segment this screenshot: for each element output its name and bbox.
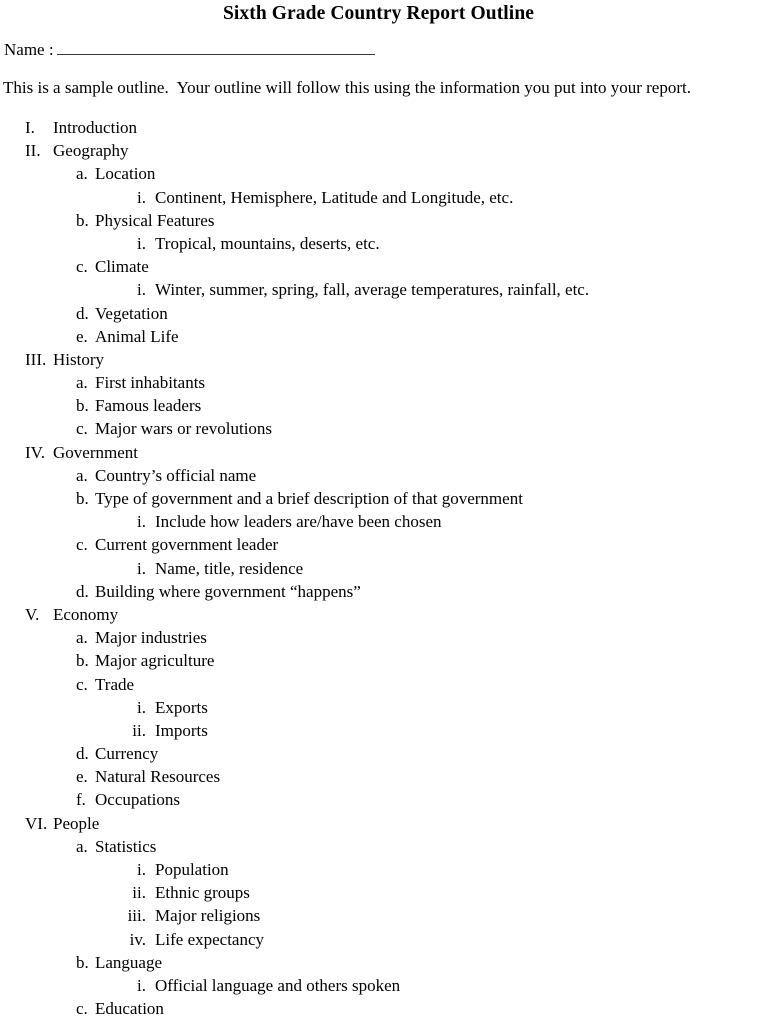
outline-item-label: Physical Features	[95, 210, 215, 230]
outline-item	[0, 580, 757, 603]
outline-item-marker: b.	[76, 396, 89, 416]
outline-item	[0, 719, 757, 742]
outline-item-marker: c.	[76, 674, 88, 694]
outline-item-label: Exports	[155, 697, 208, 717]
outline-item-marker: i.	[137, 233, 146, 253]
outline-item-label: Name, title, residence	[155, 558, 304, 578]
outline-item-label: People	[53, 813, 100, 833]
outline-item	[0, 997, 757, 1020]
outline-item-marker: c.	[76, 257, 88, 277]
outline-item	[0, 765, 757, 788]
outline-item	[0, 788, 757, 811]
outline-item-label: Country’s official name	[95, 465, 257, 485]
outline-item-label: Animal Life	[95, 326, 179, 346]
page-title: Sixth Grade Country Report Outline	[222, 3, 535, 24]
outline-item	[0, 371, 757, 394]
outline-item-marker: II.	[25, 141, 41, 161]
outline-item-label: Language	[95, 952, 163, 972]
outline-item-label: Official language and others spoken	[155, 975, 401, 995]
outline-item-marker: ii.	[132, 720, 146, 740]
outline-item-marker: i.	[137, 512, 146, 532]
outline-item	[0, 904, 757, 927]
outline-item	[0, 649, 757, 672]
outline-item-marker: b.	[76, 210, 89, 230]
outline-item-marker: d.	[76, 303, 89, 323]
outline-item-marker: b.	[76, 489, 89, 508]
outline-item-marker: e.	[76, 767, 88, 787]
outline-item	[0, 881, 757, 904]
outline-list	[0, 116, 757, 1020]
outline-item-label: Government	[53, 442, 138, 462]
outline-item-marker: i.	[137, 280, 146, 300]
outline-item	[0, 441, 757, 464]
outline-item	[0, 464, 757, 487]
name-input-rule[interactable]	[57, 41, 375, 55]
outline-item	[0, 209, 757, 232]
outline-item	[0, 626, 757, 649]
outline-item	[0, 858, 757, 881]
outline-item-label: Life expectancy	[155, 929, 265, 949]
outline-item-marker: i.	[137, 697, 146, 717]
outline-item-marker: i.	[137, 558, 146, 578]
outline-item-marker: f.	[76, 790, 86, 810]
outline-item-label: Major agriculture	[95, 651, 215, 671]
outline-item-marker: iii.	[127, 906, 146, 926]
outline-item-label: Natural Resources	[95, 767, 221, 787]
outline-item	[0, 255, 757, 278]
outline-item	[0, 487, 757, 510]
outline-item	[0, 186, 757, 209]
name-field-row	[0, 39, 757, 61]
outline-item	[0, 139, 757, 162]
outline-item-marker: IV.	[25, 442, 45, 462]
outline-item	[0, 116, 757, 139]
outline-item-marker: a.	[76, 836, 88, 856]
outline-item-label: Trade	[95, 674, 135, 694]
outline-item-label: Include how leaders are/have been chosen	[155, 512, 442, 532]
outline-item-marker: e.	[76, 326, 88, 346]
outline-item	[0, 603, 757, 626]
outline-item-label: Statistics	[95, 836, 157, 856]
outline-item-marker: b.	[76, 952, 89, 972]
outline-item	[0, 510, 757, 533]
outline-item-marker: V.	[25, 604, 40, 624]
outline-item	[0, 835, 757, 858]
outline-item-marker: a.	[76, 164, 88, 184]
outline-item	[0, 533, 757, 556]
outline-item-label: Current government leader	[95, 535, 279, 555]
outline-item-label: Major wars or revolutions	[95, 419, 273, 439]
outline-item-marker: i.	[137, 187, 146, 207]
outline-item	[0, 417, 757, 440]
outline-item-marker: a.	[76, 628, 88, 648]
outline-item-marker: VI.	[25, 813, 48, 833]
outline-item-marker: a.	[76, 373, 88, 393]
outline-item	[0, 951, 757, 974]
outline-item	[0, 742, 757, 765]
outline-item-marker: i.	[137, 975, 146, 995]
outline-item	[0, 162, 757, 185]
outline-item-marker: d.	[76, 581, 89, 601]
name-label: Name :	[4, 40, 54, 59]
outline-item-marker: III.	[25, 349, 47, 369]
outline-item-label: Introduction	[53, 118, 138, 137]
outline-item-marker: c.	[76, 999, 88, 1019]
outline-item-marker: c.	[76, 535, 88, 555]
outline-item-marker: I.	[25, 118, 35, 137]
outline-item-label: Continent, Hemisphere, Latitude and Longitude, etc.	[155, 187, 514, 207]
intro-paragraph: This is a sample outline. Your outline will follow this using the information you put into your report.	[3, 78, 691, 97]
outline-item-label: Major religions	[155, 906, 261, 926]
outline-item-label: Climate	[95, 257, 149, 277]
outline-item-label: Building where government “happens”	[95, 581, 361, 601]
outline-item	[0, 394, 757, 417]
outline-item-marker: iv.	[129, 929, 146, 949]
outline-item-label: Occupations	[95, 790, 180, 810]
outline-item-marker: i.	[137, 860, 146, 879]
outline-item	[0, 974, 757, 997]
outline-item-marker: a.	[76, 465, 88, 485]
outline-item-label: Vegetation	[95, 303, 168, 323]
outline-item-label: First inhabitants	[95, 373, 206, 393]
outline-item-label: Education	[95, 999, 164, 1019]
outline-item	[0, 302, 757, 325]
outline-item-marker: ii.	[132, 883, 146, 903]
outline-item-label: Imports	[155, 720, 208, 740]
outline-item	[0, 812, 757, 835]
outline-item-label: Geography	[53, 141, 129, 161]
outline-item-marker: d.	[76, 744, 89, 764]
outline-item-label: Economy	[53, 604, 119, 624]
outline-item-label: History	[53, 349, 104, 369]
outline-item	[0, 278, 757, 301]
outline-item	[0, 928, 757, 951]
outline-item-label: Major industries	[95, 628, 207, 648]
outline-item-label: Tropical, mountains, deserts, etc.	[155, 233, 380, 253]
outline-item	[0, 696, 757, 719]
outline-item	[0, 325, 757, 348]
outline-item	[0, 673, 757, 696]
outline-item	[0, 557, 757, 580]
outline-item-label: Population	[155, 860, 229, 879]
outline-item-label: Currency	[95, 744, 159, 764]
outline-item-marker: c.	[76, 419, 88, 439]
outline-item-label: Winter, summer, spring, fall, average temperatures, rainfall, etc.	[155, 280, 590, 300]
outline-item-label: Location	[95, 164, 156, 184]
outline-item-label: Ethnic groups	[155, 883, 250, 903]
outline-item-label: Famous leaders	[95, 396, 202, 416]
outline-item	[0, 348, 757, 371]
outline-item-marker: b.	[76, 651, 89, 671]
outline-item-label: Type of government and a brief description of that government	[95, 489, 523, 508]
outline-item	[0, 232, 757, 255]
